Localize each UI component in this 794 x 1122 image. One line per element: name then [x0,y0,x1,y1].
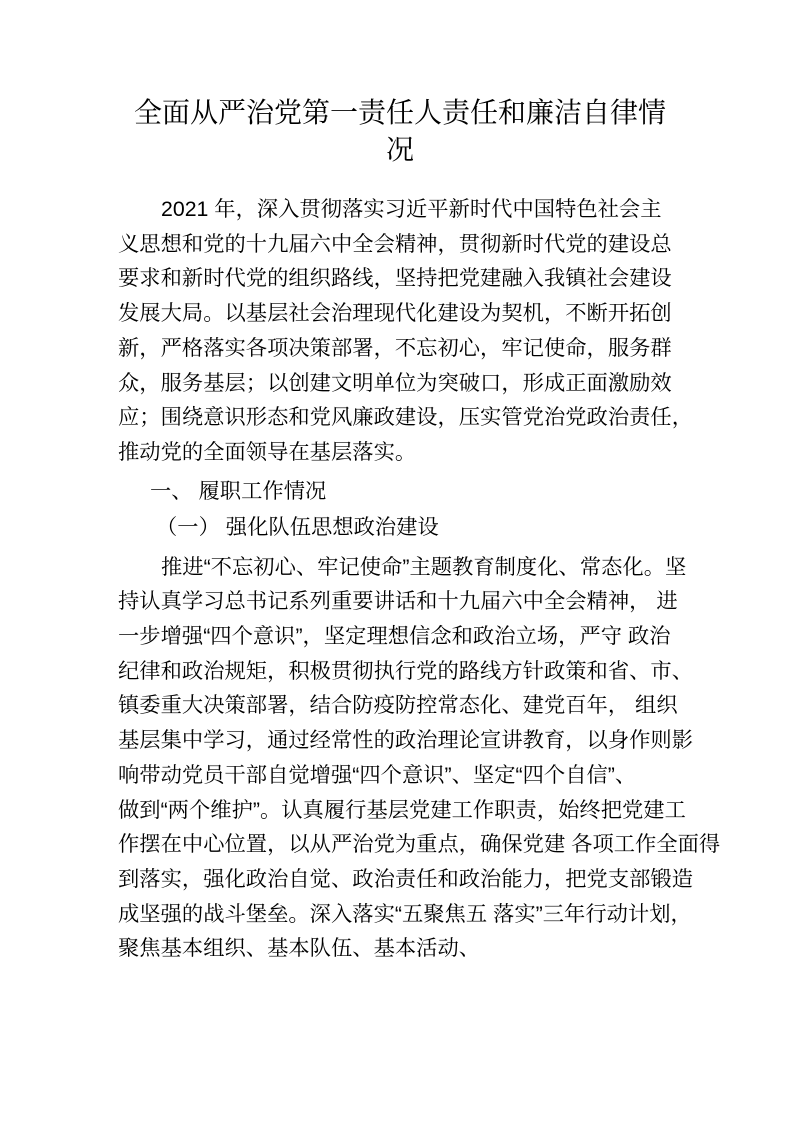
title-line-2: 况 [385,134,414,165]
text-line: 到落实，强化政治自觉、政治责任和政治能力，把党支部锻造 [118,866,694,891]
title-line-1: 全面从严治党第一责任人责任和廉洁自律情 [133,97,666,128]
text-line: 义思想和党的十九届六中全会精神，贯彻新时代党的建设总 [118,231,672,256]
text-line: 成坚强的战斗堡垒。深入落实“五聚焦五 落实”三年行动计划， [118,901,692,926]
text-line: 发展大局。以基层社会治理现代化建设为契机，不断开拓创 [118,301,672,326]
text-line: 镇委重大决策部署，结合防疫防控常态化、建党百年， 组织 [118,693,678,718]
text-line: 响带动党员干部自觉增强“四个意识”、坚定“四个自信”、 [118,762,637,787]
text-line: 推动党的全面领导在基层落实。 [118,439,417,464]
text-line: 一步增强“四个意识”，坚定理想信念和政治立场，严守 政治 [118,624,671,649]
text-line: 新，严格落实各项决策部署，不忘初心，牢记使命，服务群 [118,335,672,360]
document-content [118,94,721,966]
intro-paragraph [118,192,694,470]
text-line: 持认真学习总书记系列重要讲话和十九届六中全会精神， 进 [118,589,678,614]
body-paragraph [118,550,721,966]
text-line: 作摆在中心位置，以从严治党为重点，确保党建 各项工作全面得 [118,832,721,857]
text-line: 纪律和政治规矩，积极贯彻执行党的路线方针政策和省、市、 [118,658,694,683]
text-line: 基层集中学习，通过经常性的政治理论宣讲教育，以身作则影 [118,728,694,753]
text-line: 聚焦基本组织、基本队伍、基本活动、 [118,936,481,961]
text-line: 2021 年，深入贯彻落实习近平新时代中国特色社会主 [161,197,662,221]
section-heading-1: 一、 履职工作情况 [150,478,327,503]
document-title [118,94,682,168]
section-heading-1-1: （一） 强化队伍思想政治建设 [156,514,439,539]
text-line: 推进“不忘初心、牢记使命”主题教育制度化、常态化。坚 [161,554,687,579]
text-line: 要求和新时代党的组织路线，坚持把党建融入我镇社会建设 [118,266,672,291]
text-line: 做到“两个维护”。认真履行基层党建工作职责，始终把党建工 [118,797,686,822]
text-line: 应；围绕意识形态和党风廉政建设，压实管党治党政治责任， [118,405,694,430]
text-line: 众，服务基层；以创建文明单位为突破口，形成正面激励效 [118,370,672,395]
